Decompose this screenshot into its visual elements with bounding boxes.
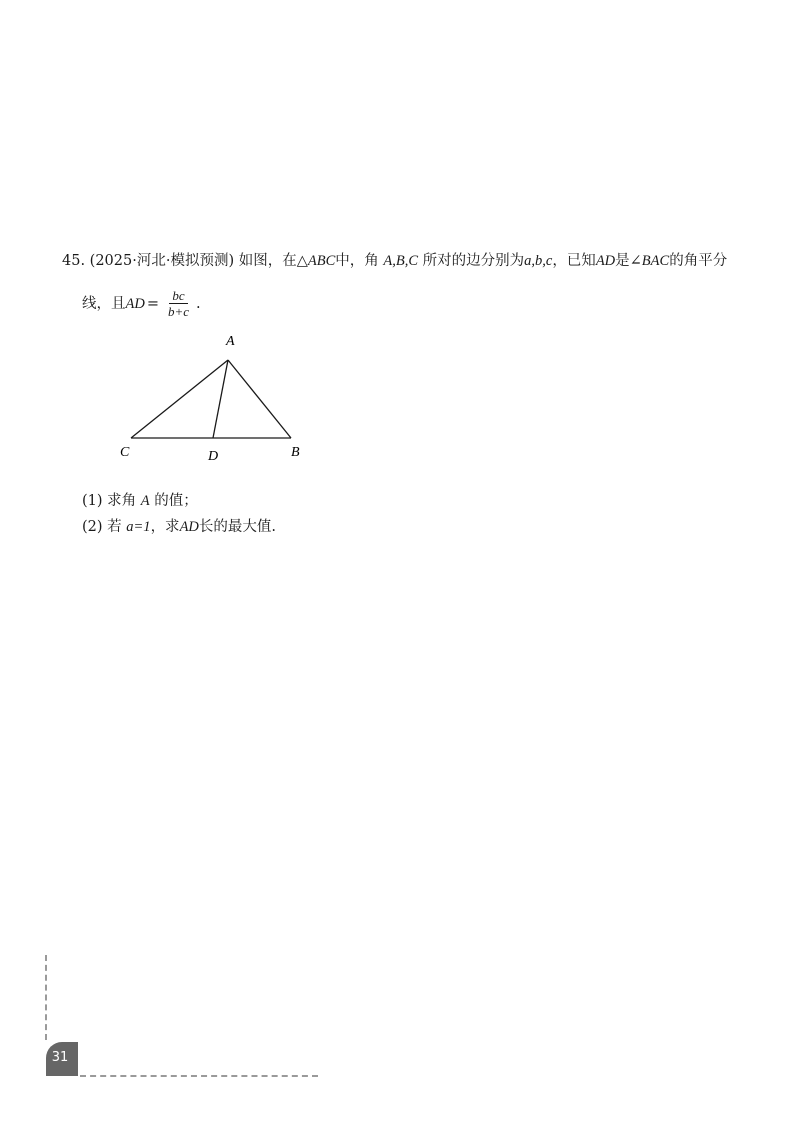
problem-line-2 (62, 288, 752, 319)
triangle-figure (110, 330, 340, 474)
side-ab (228, 360, 291, 438)
sides-abc: a,b,c (524, 253, 553, 269)
question-number: (2) (82, 519, 103, 535)
triangle-diagram (110, 330, 340, 470)
problem-text: 中，角 (335, 253, 379, 269)
problem-source: (2025·河北·模拟预测) (89, 253, 235, 269)
fraction-denominator: b+c (168, 304, 190, 319)
question-text: 求角 (107, 493, 137, 509)
period: . (196, 295, 201, 312)
fraction-bc-over-b-plus-c (165, 288, 192, 319)
angle-bac: ∠BAC (629, 253, 670, 269)
sub-questions (82, 488, 276, 540)
question-text: 长的最大值. (198, 519, 277, 535)
problem-text: 如图，在 (238, 253, 297, 269)
problem-45 (62, 248, 752, 319)
vertex-label-a: A (226, 334, 235, 349)
question-text: 若 (107, 519, 122, 535)
vertex-label-b: B (291, 445, 300, 460)
point-label-d: D (208, 449, 219, 464)
bisector-ad (213, 360, 228, 438)
variable-a: A (140, 493, 150, 509)
question-2 (82, 514, 276, 540)
problem-line-1 (62, 248, 752, 274)
problem-number: 45. (62, 253, 86, 269)
problem-text: 线，且 (82, 295, 126, 312)
segment-ad: AD (125, 295, 145, 312)
triangle-abc: △ABC (296, 253, 336, 269)
page-border-dashed-vertical (45, 955, 47, 1040)
side-ca (131, 360, 228, 438)
problem-text: 的角平分 (669, 253, 728, 269)
question-text: 的值； (154, 493, 198, 509)
page-border-dashed-horizontal (80, 1075, 318, 1077)
segment-ad: AD (595, 253, 616, 269)
problem-text: ，已知 (552, 253, 596, 269)
question-1 (82, 488, 276, 514)
problem-text: 所对的边分别为 (422, 253, 525, 269)
vertex-label-c: C (120, 445, 130, 460)
segment-ad: AD (179, 519, 199, 535)
problem-text: 是 (615, 253, 630, 269)
condition-a-equals-1: a=1 (126, 519, 151, 535)
angles-abc: A,B,C (383, 253, 419, 269)
question-text: ，求 (150, 519, 180, 535)
question-number: (1) (82, 493, 103, 509)
fraction-numerator: bc (169, 288, 187, 304)
page-number: 31 (51, 1050, 69, 1065)
equals-sign: = (146, 295, 159, 312)
